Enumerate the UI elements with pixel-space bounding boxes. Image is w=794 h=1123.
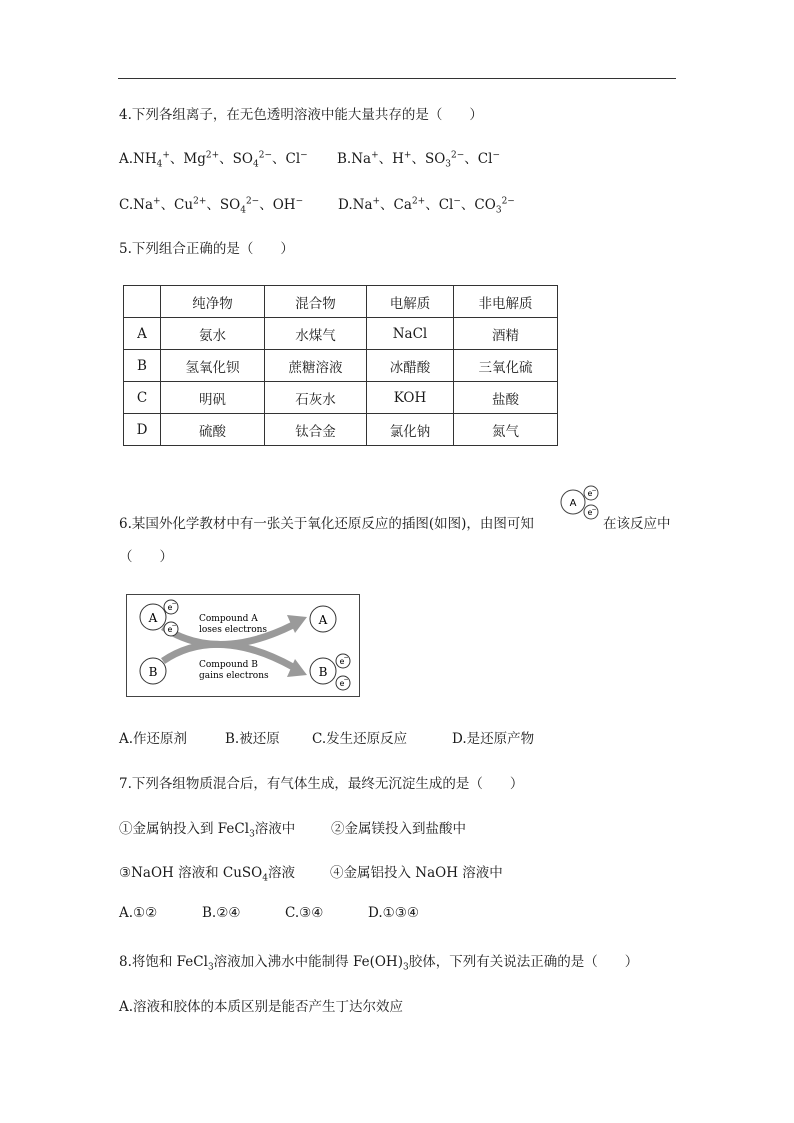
- q6-answer-paren: （ ）: [119, 549, 173, 565]
- table-cell: 钛合金: [265, 414, 367, 446]
- q7-stem: 7.下列各组物质混合后，有气体生成，最终无沉淀生成的是（ ）: [119, 776, 524, 792]
- table-row: [124, 382, 558, 414]
- electron-label: e: [339, 679, 345, 688]
- q5-stem: 5.下列组合正确的是（ ）: [119, 241, 294, 257]
- table-cell: B: [124, 350, 161, 382]
- table-header-cell: [124, 286, 161, 318]
- q4-option-c: C.Na+、$Cu^{2+}$、$SO_4^{2-}$、OH−: [119, 196, 304, 216]
- table-header-cell: 混合物: [265, 286, 367, 318]
- q4-option-b: B.Na+、H+、$SO_3^{2-}$、Cl−: [337, 150, 500, 170]
- icon-electron: e: [587, 489, 593, 498]
- table-cell: D: [124, 414, 161, 446]
- q7-option-a: A.①②: [119, 905, 158, 921]
- electron-charge: −: [343, 676, 349, 683]
- q8-stem: 8.将饱和 FeCl$_3$溶液加入沸水中能制得 $Fe(OH)_3$胶体，下列有关说法正确的是（ ）: [119, 954, 639, 973]
- q7-options: [119, 905, 419, 921]
- electron-charge: −: [171, 600, 177, 607]
- table-cell: 氢氧化钡: [161, 350, 265, 382]
- q7-item-2: ②金属镁投入到盐酸中: [331, 821, 466, 837]
- q7-item-3: ③NaOH 溶液和 CuSO$_4$溶液: [119, 865, 295, 884]
- table-cell: 水煤气: [265, 318, 367, 350]
- icon-electron: e: [587, 508, 593, 517]
- atom-a-electrons-icon: [553, 484, 603, 524]
- table-header-cell: 非电解质: [454, 286, 558, 318]
- q6-stem-part1: 6.某国外化学教材中有一张关于氧化还原反应的插图(如图)，由图可知: [119, 516, 534, 532]
- table-header-row: [124, 286, 558, 318]
- compound-b-left-label: B: [148, 665, 158, 679]
- label-compound-a: Compound A: [199, 614, 258, 624]
- electron-charge: −: [171, 622, 177, 629]
- q7-item-4: ④金属铝投入 NaOH 溶液中: [330, 865, 503, 881]
- table-cell: 石灰水: [265, 382, 367, 414]
- table-header-cell: 电解质: [367, 286, 454, 318]
- q8-option-a: A.溶液和胶体的本质区别是能否产生丁达尔效应: [119, 999, 404, 1015]
- table-row: [124, 318, 558, 350]
- label-compound-b: Compound B: [199, 660, 258, 670]
- q6-options: [119, 727, 534, 747]
- table-cell: 三氧化硫: [454, 350, 558, 382]
- q6-option-a: A.作还原剂: [119, 731, 188, 747]
- q4-options-row1: [119, 147, 500, 170]
- table-cell: 明矾: [161, 382, 265, 414]
- table-cell: 氨水: [161, 318, 265, 350]
- q7-option-c: C.③④: [285, 905, 324, 921]
- compound-b-right-label: B: [318, 665, 328, 679]
- compound-a-left-label: A: [148, 611, 158, 625]
- table-cell: 酒精: [454, 318, 558, 350]
- table-cell: 冰醋酸: [367, 350, 454, 382]
- table-row: [124, 350, 558, 382]
- q7-option-d: D.①③④: [368, 905, 419, 921]
- compound-a-right-label: A: [318, 613, 328, 627]
- q4-option-d: D.Na+、$Ca^{2+}$、Cl−、$CO_3^{2-}$: [338, 196, 515, 216]
- table-cell: 氯化钠: [367, 414, 454, 446]
- redox-figure: [126, 594, 360, 697]
- q4-option-a: $A.NH_4^+$、$Mg^{2+}$、$SO_4^{2-}$、Cl−: [119, 150, 308, 170]
- q7-items-row1: [119, 817, 466, 840]
- q4-options-row2: [119, 193, 515, 216]
- table-cell: KOH: [367, 382, 454, 414]
- electron-label: e: [339, 657, 345, 666]
- header-rule: [118, 78, 676, 79]
- q4-stem: 4.下列各组离子，在无色透明溶液中能大量共存的是（ ）: [119, 107, 483, 123]
- label-gains-electrons: gains electrons: [199, 671, 269, 681]
- electron-label: e: [167, 625, 173, 634]
- q7-option-b: B.②④: [202, 905, 241, 921]
- table-cell: 蔗糖溶液: [265, 350, 367, 382]
- q6-stem-part2: 在该反应中: [603, 516, 671, 532]
- q7-items-row2: [119, 861, 503, 884]
- q7-item-1: ①金属钠投入到 FeCl$_3$溶液中: [119, 821, 296, 840]
- icon-label-a: A: [569, 498, 577, 509]
- electron-charge: −: [343, 654, 349, 661]
- label-loses-electrons: loses electrons: [199, 625, 268, 635]
- q6-option-c: C.发生还原反应: [312, 731, 408, 747]
- electron-label: e: [167, 603, 173, 612]
- icon-electron-charge: −: [591, 506, 597, 513]
- classification-table: [123, 285, 558, 446]
- table-cell: A: [124, 318, 161, 350]
- table-cell: 硫酸: [161, 414, 265, 446]
- icon-electron-charge: −: [591, 487, 597, 494]
- table-row: [124, 414, 558, 446]
- redox-diagram: [127, 595, 359, 696]
- q6-option-d: D.是还原产物: [452, 731, 535, 747]
- table-cell: 盐酸: [454, 382, 558, 414]
- table-cell: C: [124, 382, 161, 414]
- table-cell: 氮气: [454, 414, 558, 446]
- table-cell: NaCl: [367, 318, 454, 350]
- table-header-cell: 纯净物: [161, 286, 265, 318]
- q6-option-b: B.被还原: [225, 731, 280, 747]
